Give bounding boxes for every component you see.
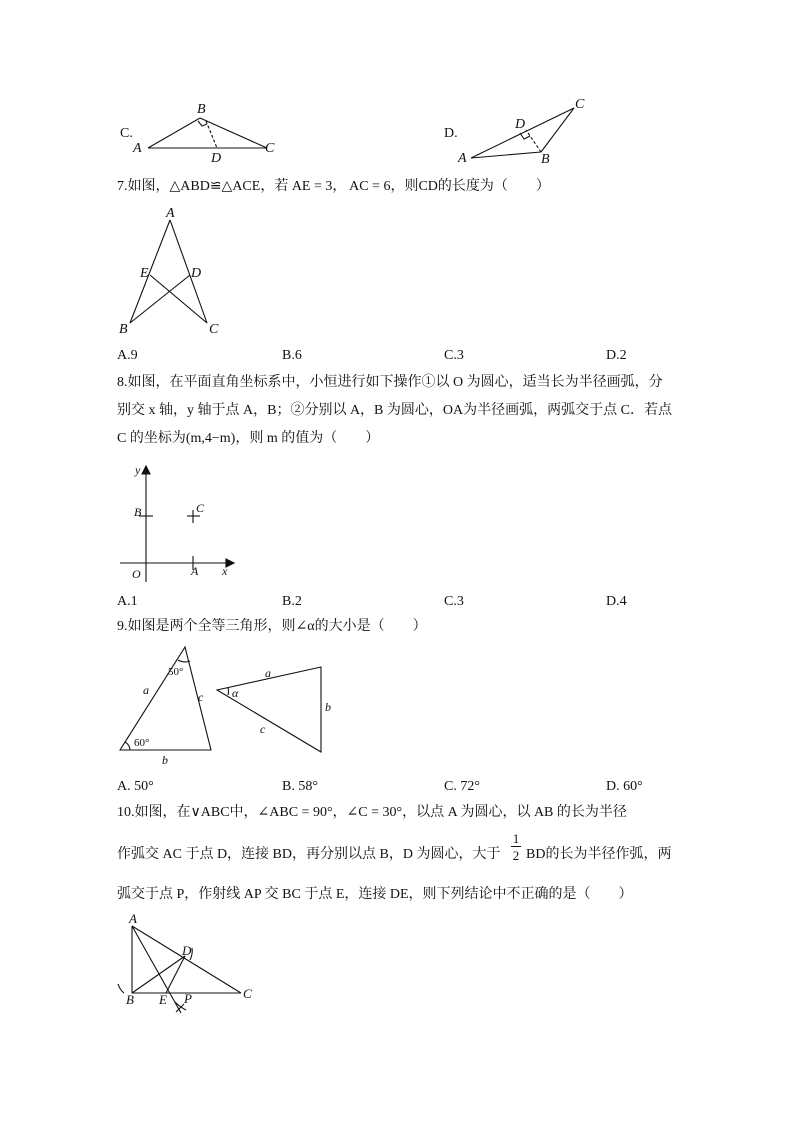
q6-option-c-label: C. xyxy=(120,126,133,141)
q9-label-c2: c xyxy=(260,722,266,736)
q8-option-c: C.3 xyxy=(444,594,464,609)
q9-label-c1: c xyxy=(198,690,204,704)
q9-label-60: 60° xyxy=(134,737,150,749)
q10-stem-line2b: BD的长为半径作弧，两 xyxy=(526,847,672,862)
q9-option-a: A. 50° xyxy=(117,779,154,794)
q8-stem-line1: 8.如图，在平面直角坐标系中，小恒进行如下操作①以 O 为圆心，适当长为半径画弧，分 xyxy=(117,375,663,390)
q7-label-c: C xyxy=(209,322,219,337)
q10-fraction-numerator: 1 xyxy=(512,831,520,846)
q7-label-a: A xyxy=(166,206,175,221)
q9-label-b1: b xyxy=(162,753,168,767)
q10-label-p: P xyxy=(184,991,192,1006)
q8-label-o: O xyxy=(132,567,141,581)
q9-option-b: B. 58° xyxy=(282,779,318,794)
q6d-label-c: C xyxy=(575,97,585,112)
q6c-label-d: D xyxy=(211,151,222,166)
q8-label-a: A xyxy=(191,564,199,578)
q6c-label-c: C xyxy=(265,141,275,156)
q7-label-b: B xyxy=(119,322,128,337)
q10-stem-line2a: 作弧交 AC 于点 D，连接 BD，再分别以点 B，D 为圆心，大于 xyxy=(117,847,501,862)
q7-label-e: E xyxy=(140,266,149,281)
q8-label-y: y xyxy=(135,463,141,477)
q10-stem-line3: 弧交于点 P，作射线 AP 交 BC 于点 E，连接 DE，则下列结论中不正确的是（ ） xyxy=(117,887,633,902)
q6d-label-b: B xyxy=(541,152,550,167)
q10-label-e: E xyxy=(159,992,167,1007)
q8-stem-line2: 别交 x 轴，y 轴于点 A，B；②分别以 A，B 为圆心，OA为半径画弧，两弧交于点 C．若点 xyxy=(117,403,672,418)
q7-option-c: C.3 xyxy=(444,348,464,363)
q9-label-b2: b xyxy=(325,700,331,714)
q8-label-c: C xyxy=(196,501,205,515)
q9-label-50: 50° xyxy=(168,666,184,678)
q7-label-d: D xyxy=(191,266,202,281)
q7-stem: 7.如图，△ABD≌△ACE，若 AE = 3， AC = 6，则CD的长度为（ ） xyxy=(117,179,550,194)
q10-label-a: A xyxy=(129,911,137,926)
q8-option-a: A.1 xyxy=(117,594,138,609)
q7-option-b: B.6 xyxy=(282,348,302,363)
q7-option-a: A.9 xyxy=(117,348,138,363)
q9-label-alpha: α xyxy=(232,686,239,700)
q9-label-a1: a xyxy=(143,683,149,697)
q6c-label-a: A xyxy=(133,141,142,156)
q10-stem-line1: 10.如图，在∨ABC中，∠ABC = 90°，∠C = 30°，以点 A 为圆心，以 AB 的长为半径 xyxy=(117,805,627,820)
q7-option-d: D.2 xyxy=(606,348,627,363)
q9-label-a2: a xyxy=(265,666,271,680)
q9-option-d: D. 60° xyxy=(606,779,643,794)
q8-label-b: B xyxy=(134,505,142,519)
q8-stem-line3: C 的坐标为(m,4−m)，则 m 的值为（ ） xyxy=(117,431,380,446)
q8-option-d: D.4 xyxy=(606,594,627,609)
q10-label-d: D xyxy=(182,943,192,958)
q6d-label-a: A xyxy=(458,151,467,166)
q10-label-b: B xyxy=(126,992,134,1007)
q8-option-b: B.2 xyxy=(282,594,302,609)
q9-stem: 9.如图是两个全等三角形，则∠α的大小是（ ） xyxy=(117,619,427,634)
q10-fraction-denominator: 2 xyxy=(512,848,520,863)
q10-label-c: C xyxy=(243,986,252,1001)
q8-label-x: x xyxy=(222,564,228,578)
q9-option-c: C. 72° xyxy=(444,779,480,794)
q6c-label-b: B xyxy=(197,102,206,117)
q6-option-d-label: D. xyxy=(444,126,458,141)
q6d-label-d: D xyxy=(515,117,526,132)
